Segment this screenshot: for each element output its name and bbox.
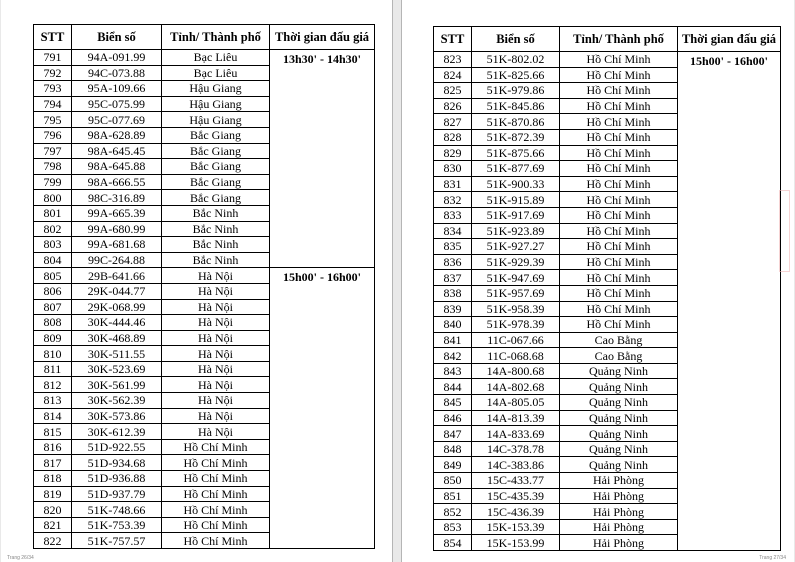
stt-cell: 811 [34,361,72,377]
stt-cell: 821 [34,517,72,533]
plate-cell: 30K-444.46 [72,315,162,331]
table-row [434,52,781,68]
plate-cell: 14C-383.86 [472,457,560,473]
stamp-mark [779,190,790,272]
province-cell: Quảng Ninh [560,441,678,457]
province-cell: Hải Phòng [560,504,678,520]
stt-cell: 839 [434,301,472,317]
plate-cell: 51K-825.66 [472,67,560,83]
stt-cell: 835 [434,239,472,255]
page-number-right: Trang 27/34 [759,555,786,561]
stt-cell: 815 [34,424,72,440]
province-cell: Hải Phòng [560,519,678,535]
stt-cell: 826 [434,98,472,114]
header-time: Thời gian đấu giá [678,27,781,52]
plate-cell: 95C-077.69 [72,112,162,128]
stt-cell: 804 [34,252,72,268]
province-cell: Bắc Giang [162,190,270,206]
province-cell: Hồ Chí Minh [560,176,678,192]
stt-cell: 830 [434,161,472,177]
stt-cell: 854 [434,535,472,551]
plate-cell: 99A-665.39 [72,205,162,221]
stt-cell: 807 [34,299,72,315]
stt-cell: 831 [434,176,472,192]
plate-cell: 51D-934.68 [72,455,162,471]
stt-cell: 832 [434,192,472,208]
stt-cell: 822 [34,533,72,549]
plate-cell: 51K-979.86 [472,83,560,99]
stt-cell: 801 [34,205,72,221]
plate-cell: 51K-845.86 [472,98,560,114]
table-row [34,50,375,66]
plate-cell: 14A-833.69 [472,426,560,442]
header-province: Tỉnh/ Thành phố [162,25,270,50]
stt-cell: 853 [434,519,472,535]
province-cell: Bắc Giang [162,159,270,175]
province-cell: Hồ Chí Minh [162,533,270,549]
stt-cell: 840 [434,317,472,333]
plate-cell: 51K-927.27 [472,239,560,255]
auction-time-cell: 13h30' - 14h30' [270,50,375,268]
plate-cell: 30K-468.89 [72,330,162,346]
stt-cell: 802 [34,221,72,237]
stt-cell: 834 [434,223,472,239]
province-cell: Hồ Chí Minh [162,502,270,518]
province-cell: Hồ Chí Minh [560,145,678,161]
header-stt: STT [34,25,72,50]
plate-cell: 30K-561.99 [72,377,162,393]
stt-cell: 824 [434,67,472,83]
header-stt: STT [434,27,472,52]
plate-cell: 14C-378.78 [472,441,560,457]
stt-cell: 806 [34,283,72,299]
table-body-left [34,50,375,549]
province-cell: Bắc Giang [162,143,270,159]
plate-cell: 51K-958.39 [472,301,560,317]
plate-cell: 94A-091.99 [72,50,162,66]
province-cell: Hồ Chí Minh [560,161,678,177]
province-cell: Hậu Giang [162,112,270,128]
province-cell: Hà Nội [162,283,270,299]
province-cell: Quảng Ninh [560,410,678,426]
province-cell: Hải Phòng [560,473,678,489]
table-header [34,25,375,50]
plates-table-right [433,26,781,551]
plate-cell: 51K-957.69 [472,285,560,301]
province-cell: Bắc Giang [162,174,270,190]
stt-cell: 849 [434,457,472,473]
province-cell: Cao Bằng [560,332,678,348]
stt-cell: 800 [34,190,72,206]
stt-cell: 803 [34,237,72,253]
province-cell: Hà Nội [162,361,270,377]
province-cell: Hồ Chí Minh [560,285,678,301]
stt-cell: 841 [434,332,472,348]
stt-cell: 850 [434,473,472,489]
plate-cell: 51D-936.88 [72,471,162,487]
province-cell: Hồ Chí Minh [560,67,678,83]
plate-cell: 30K-523.69 [72,361,162,377]
province-cell: Hậu Giang [162,81,270,97]
plate-cell: 29B-641.66 [72,268,162,284]
plate-cell: 51K-757.57 [72,533,162,549]
province-cell: Quảng Ninh [560,426,678,442]
plate-cell: 51K-877.69 [472,161,560,177]
province-cell: Hà Nội [162,393,270,409]
province-cell: Hồ Chí Minh [560,223,678,239]
header-province: Tỉnh/ Thành phố [560,27,678,52]
plate-cell: 98A-628.89 [72,127,162,143]
stt-cell: 842 [434,348,472,364]
page-number-left: Trang 26/34 [7,555,34,561]
plate-cell: 14A-813.39 [472,410,560,426]
stt-cell: 819 [34,486,72,502]
province-cell: Bắc Ninh [162,252,270,268]
plate-cell: 30K-612.39 [72,424,162,440]
stt-cell: 791 [34,50,72,66]
plate-cell: 51K-923.89 [472,223,560,239]
province-cell: Quảng Ninh [560,395,678,411]
plate-cell: 51K-947.69 [472,270,560,286]
province-cell: Hồ Chí Minh [560,317,678,333]
stt-cell: 798 [34,159,72,175]
province-cell: Hà Nội [162,377,270,393]
stt-cell: 833 [434,207,472,223]
table-row [34,268,375,284]
province-cell: Quảng Ninh [560,379,678,395]
plate-cell: 98A-645.88 [72,159,162,175]
province-cell: Bắc Ninh [162,221,270,237]
province-cell: Hải Phòng [560,488,678,504]
province-cell: Hà Nội [162,315,270,331]
auction-time-cell: 15h00' - 16h00' [270,268,375,549]
table-header [434,27,781,52]
plate-cell: 98C-316.89 [72,190,162,206]
plate-cell: 15C-433.77 [472,473,560,489]
plate-cell: 15K-153.99 [472,535,560,551]
province-cell: Hồ Chí Minh [162,486,270,502]
stt-cell: 818 [34,471,72,487]
header-time: Thời gian đấu giá [270,25,375,50]
stt-cell: 827 [434,114,472,130]
province-cell: Hồ Chí Minh [560,239,678,255]
plate-cell: 95C-075.99 [72,96,162,112]
province-cell: Hà Nội [162,346,270,362]
plate-cell: 15C-435.39 [472,488,560,504]
plate-cell: 99A-680.99 [72,221,162,237]
stt-cell: 792 [34,65,72,81]
plate-cell: 51K-978.39 [472,317,560,333]
province-cell: Hồ Chí Minh [162,455,270,471]
province-cell: Bạc Liêu [162,65,270,81]
province-cell: Hồ Chí Minh [560,129,678,145]
province-cell: Hồ Chí Minh [162,471,270,487]
document-page-left [1,0,393,562]
plate-cell: 14A-800.68 [472,363,560,379]
stt-cell: 793 [34,81,72,97]
stt-cell: 805 [34,268,72,284]
plate-cell: 51K-917.69 [472,207,560,223]
province-cell: Hồ Chí Minh [560,98,678,114]
province-cell: Hồ Chí Minh [162,517,270,533]
plate-cell: 99A-681.68 [72,237,162,253]
plates-table-left [33,24,375,549]
plate-cell: 51K-872.39 [472,129,560,145]
province-cell: Bạc Liêu [162,50,270,66]
province-cell: Hà Nội [162,330,270,346]
stt-cell: 847 [434,426,472,442]
stt-cell: 816 [34,439,72,455]
stt-cell: 808 [34,315,72,331]
plate-cell: 51K-748.66 [72,502,162,518]
plate-cell: 51D-922.55 [72,439,162,455]
plate-cell: 11C-068.68 [472,348,560,364]
header-plate: Biển số [472,27,560,52]
stt-cell: 828 [434,129,472,145]
province-cell: Hà Nội [162,299,270,315]
plate-cell: 95A-109.66 [72,81,162,97]
stt-cell: 846 [434,410,472,426]
province-cell: Bắc Giang [162,127,270,143]
stt-cell: 820 [34,502,72,518]
plate-cell: 30K-511.55 [72,346,162,362]
plate-cell: 51K-875.66 [472,145,560,161]
plate-cell: 14A-805.05 [472,395,560,411]
stt-cell: 799 [34,174,72,190]
stt-cell: 823 [434,52,472,68]
stt-cell: 813 [34,393,72,409]
province-cell: Hồ Chí Minh [560,83,678,99]
stt-cell: 838 [434,285,472,301]
stt-cell: 837 [434,270,472,286]
province-cell: Hà Nội [162,408,270,424]
stt-cell: 843 [434,363,472,379]
table-body-right [434,52,781,551]
province-cell: Hậu Giang [162,96,270,112]
plate-cell: 30K-562.39 [72,393,162,409]
province-cell: Hồ Chí Minh [560,270,678,286]
stt-cell: 844 [434,379,472,395]
plate-cell: 29K-044.77 [72,283,162,299]
plate-cell: 15C-436.39 [472,504,560,520]
province-cell: Hồ Chí Minh [162,439,270,455]
plate-cell: 94C-073.88 [72,65,162,81]
province-cell: Quảng Ninh [560,457,678,473]
province-cell: Hồ Chí Minh [560,114,678,130]
document-page-right [401,0,794,562]
province-cell: Hồ Chí Minh [560,52,678,68]
province-cell: Hồ Chí Minh [560,301,678,317]
plate-cell: 51K-900.33 [472,176,560,192]
plate-cell: 15K-153.39 [472,519,560,535]
plate-cell: 30K-573.86 [72,408,162,424]
stt-cell: 794 [34,96,72,112]
stt-cell: 812 [34,377,72,393]
plate-cell: 51D-937.79 [72,486,162,502]
plate-cell: 14A-802.68 [472,379,560,395]
header-plate: Biển số [72,25,162,50]
plate-cell: 51K-802.02 [472,52,560,68]
province-cell: Hải Phòng [560,535,678,551]
stt-cell: 814 [34,408,72,424]
stt-cell: 810 [34,346,72,362]
stt-cell: 825 [434,83,472,99]
stt-cell: 852 [434,504,472,520]
province-cell: Hà Nội [162,424,270,440]
plate-cell: 98A-645.45 [72,143,162,159]
plate-cell: 51K-929.39 [472,254,560,270]
stt-cell: 836 [434,254,472,270]
auction-time-cell: 15h00' - 16h00' [678,52,781,551]
stt-cell: 809 [34,330,72,346]
stt-cell: 851 [434,488,472,504]
plate-cell: 98A-666.55 [72,174,162,190]
plate-cell: 51K-753.39 [72,517,162,533]
stt-cell: 795 [34,112,72,128]
province-cell: Hồ Chí Minh [560,192,678,208]
stt-cell: 829 [434,145,472,161]
stt-cell: 796 [34,127,72,143]
plate-cell: 51K-915.89 [472,192,560,208]
province-cell: Bắc Ninh [162,205,270,221]
stt-cell: 797 [34,143,72,159]
province-cell: Hồ Chí Minh [560,254,678,270]
stt-cell: 845 [434,395,472,411]
stt-cell: 817 [34,455,72,471]
plate-cell: 11C-067.66 [472,332,560,348]
plate-cell: 29K-068.99 [72,299,162,315]
province-cell: Quảng Ninh [560,363,678,379]
plate-cell: 51K-870.86 [472,114,560,130]
province-cell: Hà Nội [162,268,270,284]
province-cell: Cao Bằng [560,348,678,364]
province-cell: Bắc Ninh [162,237,270,253]
plate-cell: 99C-264.88 [72,252,162,268]
stt-cell: 848 [434,441,472,457]
province-cell: Hồ Chí Minh [560,207,678,223]
